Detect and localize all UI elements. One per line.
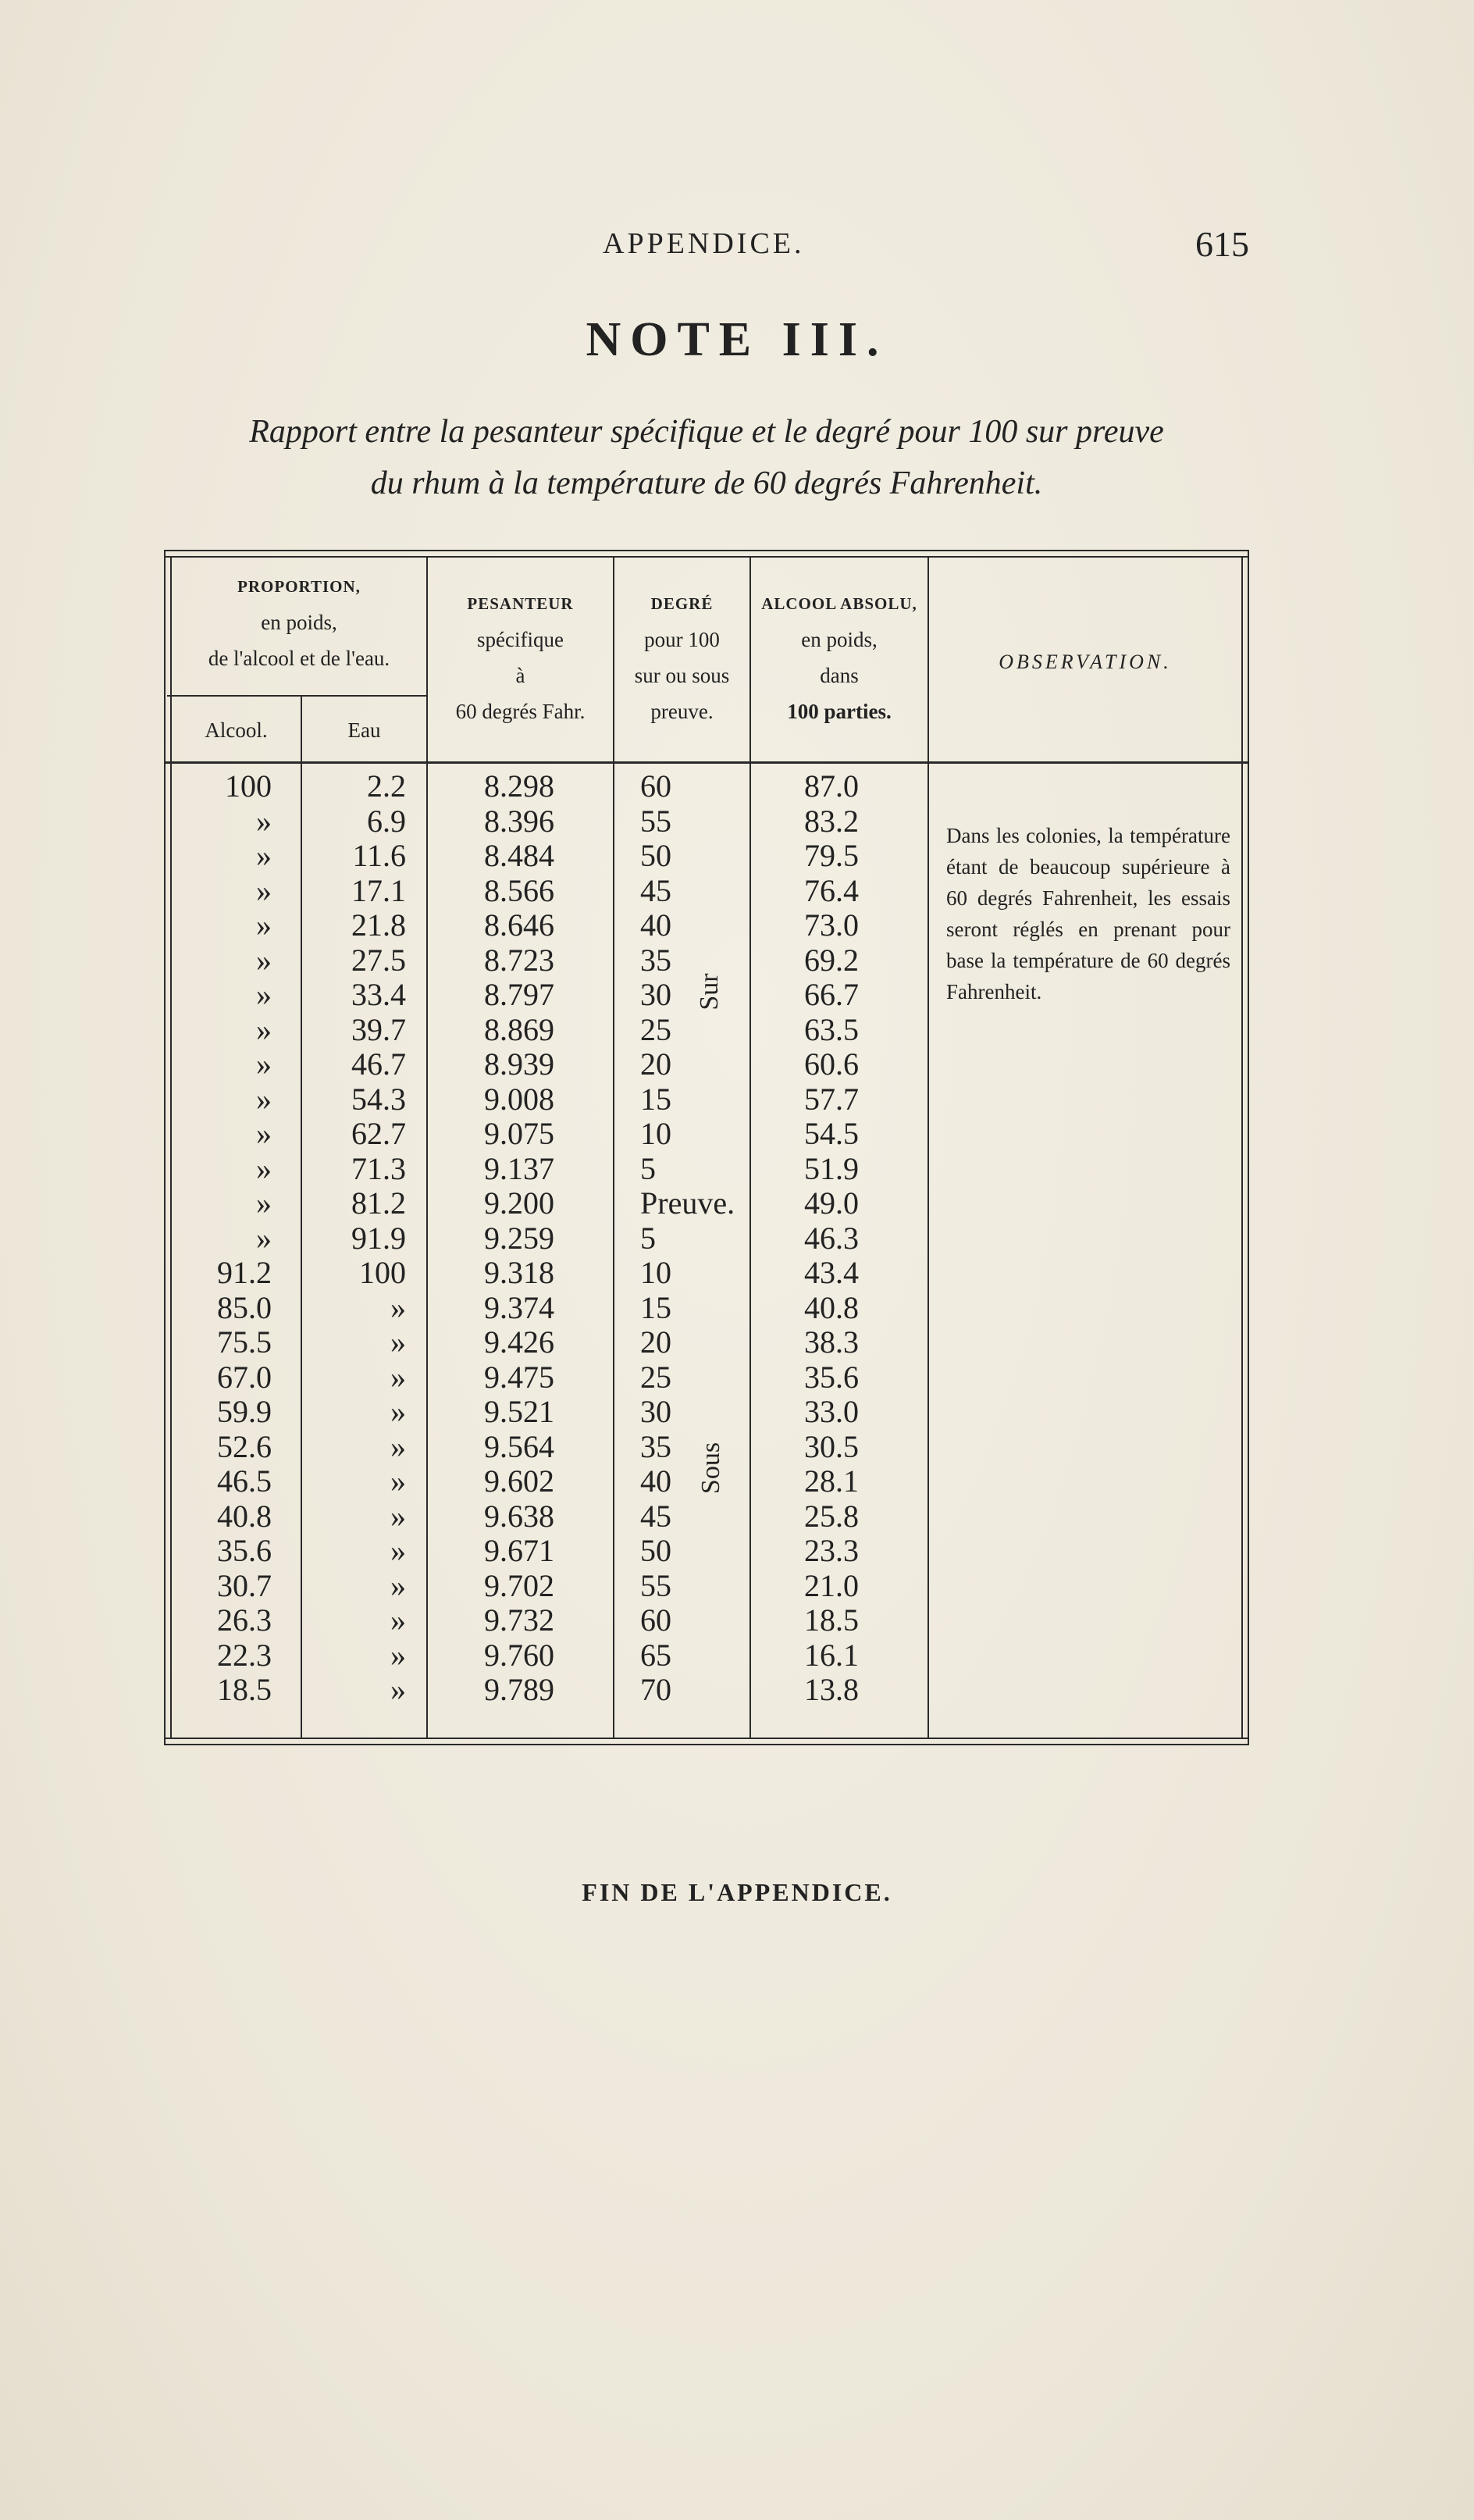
cell-eau: 81.2: [351, 1185, 406, 1221]
cell-alcool: »: [256, 1116, 272, 1151]
caption-line-2: du rhum à la température de 60 degrés Fahrenheit.: [370, 465, 1043, 501]
cell-absolu: 33.0: [804, 1394, 859, 1429]
cell-absolu: 38.3: [804, 1324, 859, 1360]
cell-alcool: »: [256, 1220, 272, 1256]
header-degre-l1: DEGRÉ: [650, 594, 714, 613]
cell-alcool: »: [256, 872, 272, 908]
cell-alcool: 59.9: [217, 1394, 272, 1429]
running-title: APPENDICE.: [603, 227, 805, 260]
table-caption: [141, 406, 1273, 509]
table-bottom-rule-inner: [164, 1744, 1249, 1745]
header-absolu: [751, 586, 927, 729]
cell-pesanteur: 9.760: [484, 1637, 554, 1673]
cell-alcool: »: [256, 1081, 272, 1117]
cell-degre: 25: [640, 1359, 671, 1395]
cell-absolu: 40.8: [804, 1289, 859, 1325]
cell-eau: »: [390, 1324, 406, 1360]
col-rule-alcool: [301, 695, 302, 1739]
cell-pesanteur: 9.374: [484, 1289, 554, 1325]
header-eau: Eau: [347, 718, 381, 742]
cell-pesanteur: 9.564: [484, 1428, 554, 1464]
cell-absolu: 60.6: [804, 1046, 859, 1082]
end-of-appendix: FIN DE L'APPENDICE.: [582, 1878, 892, 1906]
header-proportion-l3: de l'alcool et de l'eau.: [208, 647, 390, 670]
cell-eau: 17.1: [351, 872, 406, 908]
cell-eau: 62.7: [351, 1116, 406, 1151]
cell-absolu: 51.9: [804, 1150, 859, 1186]
cell-eau: »: [390, 1359, 406, 1395]
table-bottom-rule: [164, 1738, 1249, 1739]
header-bottom-rule: [164, 761, 1249, 764]
cell-absolu: 69.2: [804, 942, 859, 978]
cell-eau: 91.9: [351, 1220, 406, 1256]
cell-alcool: 67.0: [217, 1359, 272, 1395]
cell-pesanteur: 9.475: [484, 1359, 554, 1395]
cell-eau: 27.5: [351, 942, 406, 978]
cell-alcool: »: [256, 1046, 272, 1082]
cell-eau: 100: [359, 1255, 406, 1290]
cell-degre: 70: [640, 1672, 671, 1707]
cell-pesanteur: 8.939: [484, 1046, 554, 1082]
cell-pesanteur: 9.521: [484, 1394, 554, 1429]
cell-alcool: 46.5: [217, 1463, 272, 1499]
header-degre: [614, 586, 749, 729]
cell-pesanteur: 8.298: [484, 768, 554, 804]
cell-pesanteur: 9.259: [484, 1220, 554, 1256]
cell-pesanteur: 8.484: [484, 838, 554, 873]
cell-absolu: 21.0: [804, 1567, 859, 1603]
col-rule-pesanteur: [613, 556, 614, 1739]
cell-eau: »: [390, 1394, 406, 1429]
header-absolu-l3: dans: [820, 664, 859, 687]
cell-degre: 20: [640, 1046, 671, 1082]
cell-eau: »: [390, 1463, 406, 1499]
cell-pesanteur: 9.426: [484, 1324, 554, 1360]
cell-alcool: »: [256, 907, 272, 943]
cell-eau: »: [390, 1428, 406, 1464]
cell-degre: 50: [640, 838, 671, 873]
cell-alcool: 35.6: [217, 1533, 272, 1568]
cell-degre: 55: [640, 803, 671, 839]
cell-eau: »: [390, 1289, 406, 1325]
cell-alcool: »: [256, 1185, 272, 1221]
cell-alcool: 40.8: [217, 1498, 272, 1534]
cell-pesanteur: 8.646: [484, 907, 554, 943]
cell-eau: 11.6: [352, 838, 406, 873]
cell-pesanteur: 9.137: [484, 1150, 554, 1186]
cell-absolu: 87.0: [804, 768, 859, 804]
cell-pesanteur: 9.008: [484, 1081, 554, 1117]
cell-degre: 45: [640, 1498, 671, 1534]
cell-eau: »: [390, 1602, 406, 1638]
header-absolu-l2: en poids,: [801, 628, 878, 651]
cell-absolu: 35.6: [804, 1359, 859, 1395]
cell-absolu: 83.2: [804, 803, 859, 839]
cell-alcool: 52.6: [217, 1428, 272, 1464]
observation-note: Dans les colonies, la température étant de beaucoup supérieure à 60 degrés Fahrenheit, les essais seront réglés en prenant pour base la température de 60 degrés Fahrenheit.: [946, 824, 1230, 1003]
cell-pesanteur: 9.671: [484, 1533, 554, 1568]
cell-absolu: 57.7: [804, 1081, 859, 1117]
cell-eau: 33.4: [351, 977, 406, 1012]
header-absolu-l4: 100 parties.: [787, 700, 892, 723]
page-number: 615: [1195, 224, 1249, 264]
cell-pesanteur: 8.396: [484, 803, 554, 839]
cell-degre: 30: [640, 1394, 671, 1429]
cell-alcool: 100: [225, 768, 272, 804]
cell-eau: 71.3: [351, 1150, 406, 1186]
cell-alcool: »: [256, 803, 272, 839]
cell-eau: 46.7: [351, 1046, 406, 1082]
cell-eau: 2.2: [367, 768, 406, 804]
header-pesanteur-l4: 60 degrés Fahr.: [455, 700, 586, 723]
cell-alcool: 30.7: [217, 1567, 272, 1603]
column-alcool: [205, 769, 272, 1708]
cell-pesanteur: 9.200: [484, 1185, 554, 1221]
cell-eau: »: [390, 1672, 406, 1707]
cell-degre: 45: [640, 872, 671, 908]
header-pesanteur-l3: à: [515, 664, 525, 687]
table-right-rule: [1248, 550, 1249, 1745]
cell-alcool: 91.2: [217, 1255, 272, 1290]
cell-pesanteur: 9.075: [484, 1116, 554, 1151]
cell-degre: 5: [640, 1220, 656, 1256]
column-absolu: [804, 769, 898, 1708]
cell-pesanteur: 9.318: [484, 1255, 554, 1290]
cell-pesanteur: 9.602: [484, 1463, 554, 1499]
cell-pesanteur: 8.797: [484, 977, 554, 1012]
cell-degre: 60: [640, 1602, 671, 1638]
cell-eau: »: [390, 1567, 406, 1603]
cell-alcool: 18.5: [217, 1672, 272, 1707]
column-pesanteur: [484, 769, 586, 1708]
cell-absolu: 76.4: [804, 872, 859, 908]
cell-alcool: »: [256, 838, 272, 873]
caption-line-1: Rapport entre la pesanteur spécifique et le degré pour 100 sur preuve: [249, 414, 1164, 450]
header-alcool: Alcool.: [205, 718, 268, 742]
cell-absolu: 46.3: [804, 1220, 859, 1256]
header-degre-l2: pour 100: [644, 628, 720, 651]
cell-pesanteur: 8.723: [484, 942, 554, 978]
cell-absolu: 79.5: [804, 838, 859, 873]
cell-absolu: 73.0: [804, 907, 859, 943]
cell-eau: »: [390, 1498, 406, 1534]
cell-alcool: »: [256, 1150, 272, 1186]
cell-absolu: 28.1: [804, 1463, 859, 1499]
cell-alcool: 22.3: [217, 1637, 272, 1673]
column-degre: [640, 769, 757, 1708]
column-eau: [320, 769, 406, 1708]
cell-degre: 25: [640, 1011, 671, 1047]
cell-absolu: 43.4: [804, 1255, 859, 1290]
header-observation: OBSERVATION.: [999, 650, 1172, 673]
header-degre-l3: sur ou sous: [634, 664, 730, 687]
cell-absolu: 25.8: [804, 1498, 859, 1534]
cell-degre: 5: [640, 1150, 656, 1186]
cell-eau: 39.7: [351, 1011, 406, 1047]
cell-alcool: »: [256, 977, 272, 1012]
cell-alcool: »: [256, 942, 272, 978]
cell-eau: »: [390, 1533, 406, 1568]
header-degre-l4: preuve.: [650, 700, 714, 723]
cell-degre: 15: [640, 1289, 671, 1325]
cell-pesanteur: 8.869: [484, 1011, 554, 1047]
cell-degre: 40: [640, 1463, 671, 1499]
header-pesanteur-l1: PESANTEUR: [467, 594, 574, 613]
cell-eau: 21.8: [351, 907, 406, 943]
col-rule-absolu: [927, 556, 929, 1739]
cell-degre: 60: [640, 768, 671, 804]
header-absolu-l1: ALCOOL ABSOLU,: [761, 594, 917, 613]
cell-eau: »: [390, 1637, 406, 1673]
header-pesanteur: [428, 586, 613, 729]
cell-eau: 54.3: [351, 1081, 406, 1117]
note-title: NOTE III.: [586, 313, 888, 366]
cell-degre: 10: [640, 1255, 671, 1290]
cell-absolu: 66.7: [804, 977, 859, 1012]
cell-alcool: 75.5: [217, 1324, 272, 1360]
cell-degre: 65: [640, 1637, 671, 1673]
cell-pesanteur: 9.702: [484, 1567, 554, 1603]
cell-alcool: »: [256, 1011, 272, 1047]
cell-pesanteur: 9.789: [484, 1672, 554, 1707]
cell-absolu: 16.1: [804, 1637, 859, 1673]
cell-pesanteur: 9.638: [484, 1498, 554, 1534]
cell-alcool: 85.0: [217, 1289, 272, 1325]
cell-absolu: 49.0: [804, 1185, 859, 1221]
table-top-rule: [164, 550, 1249, 551]
cell-alcool: 26.3: [217, 1602, 272, 1638]
cell-eau: 6.9: [367, 803, 406, 839]
header-pesanteur-l2: spécifique: [477, 628, 564, 651]
cell-absolu: 13.8: [804, 1672, 859, 1707]
table-left-rule: [164, 550, 166, 1745]
cell-pesanteur: 8.566: [484, 872, 554, 908]
header-proportion-l2: en poids,: [261, 611, 337, 634]
sous-label: Sous: [696, 1442, 725, 1495]
cell-absolu: 18.5: [804, 1602, 859, 1638]
proportion-sub-rule: [167, 695, 426, 697]
cell-absolu: 23.3: [804, 1533, 859, 1568]
cell-degre: 50: [640, 1533, 671, 1568]
cell-degre: 55: [640, 1567, 671, 1603]
running-head: [156, 226, 1249, 273]
cell-degre: 35: [640, 1428, 671, 1464]
cell-absolu: 54.5: [804, 1116, 859, 1151]
sur-label: Sur: [695, 973, 724, 1010]
cell-degre: 30: [640, 977, 671, 1012]
cell-degre: 35: [640, 942, 671, 978]
cell-degre: 20: [640, 1324, 671, 1360]
col-rule-eau: [426, 556, 428, 1739]
cell-degre: 15: [640, 1081, 671, 1117]
cell-absolu: 30.5: [804, 1428, 859, 1464]
cell-pesanteur: 9.732: [484, 1602, 554, 1638]
header-proportion: [172, 569, 426, 676]
cell-degre: Preuve.: [640, 1185, 735, 1221]
table-right-rule-inner: [1241, 556, 1243, 1739]
header-proportion-l1: PROPORTION,: [237, 577, 361, 596]
cell-absolu: 63.5: [804, 1011, 859, 1047]
cell-degre: 10: [640, 1116, 671, 1151]
table-top-rule-inner: [164, 556, 1249, 558]
cell-degre: 40: [640, 907, 671, 943]
